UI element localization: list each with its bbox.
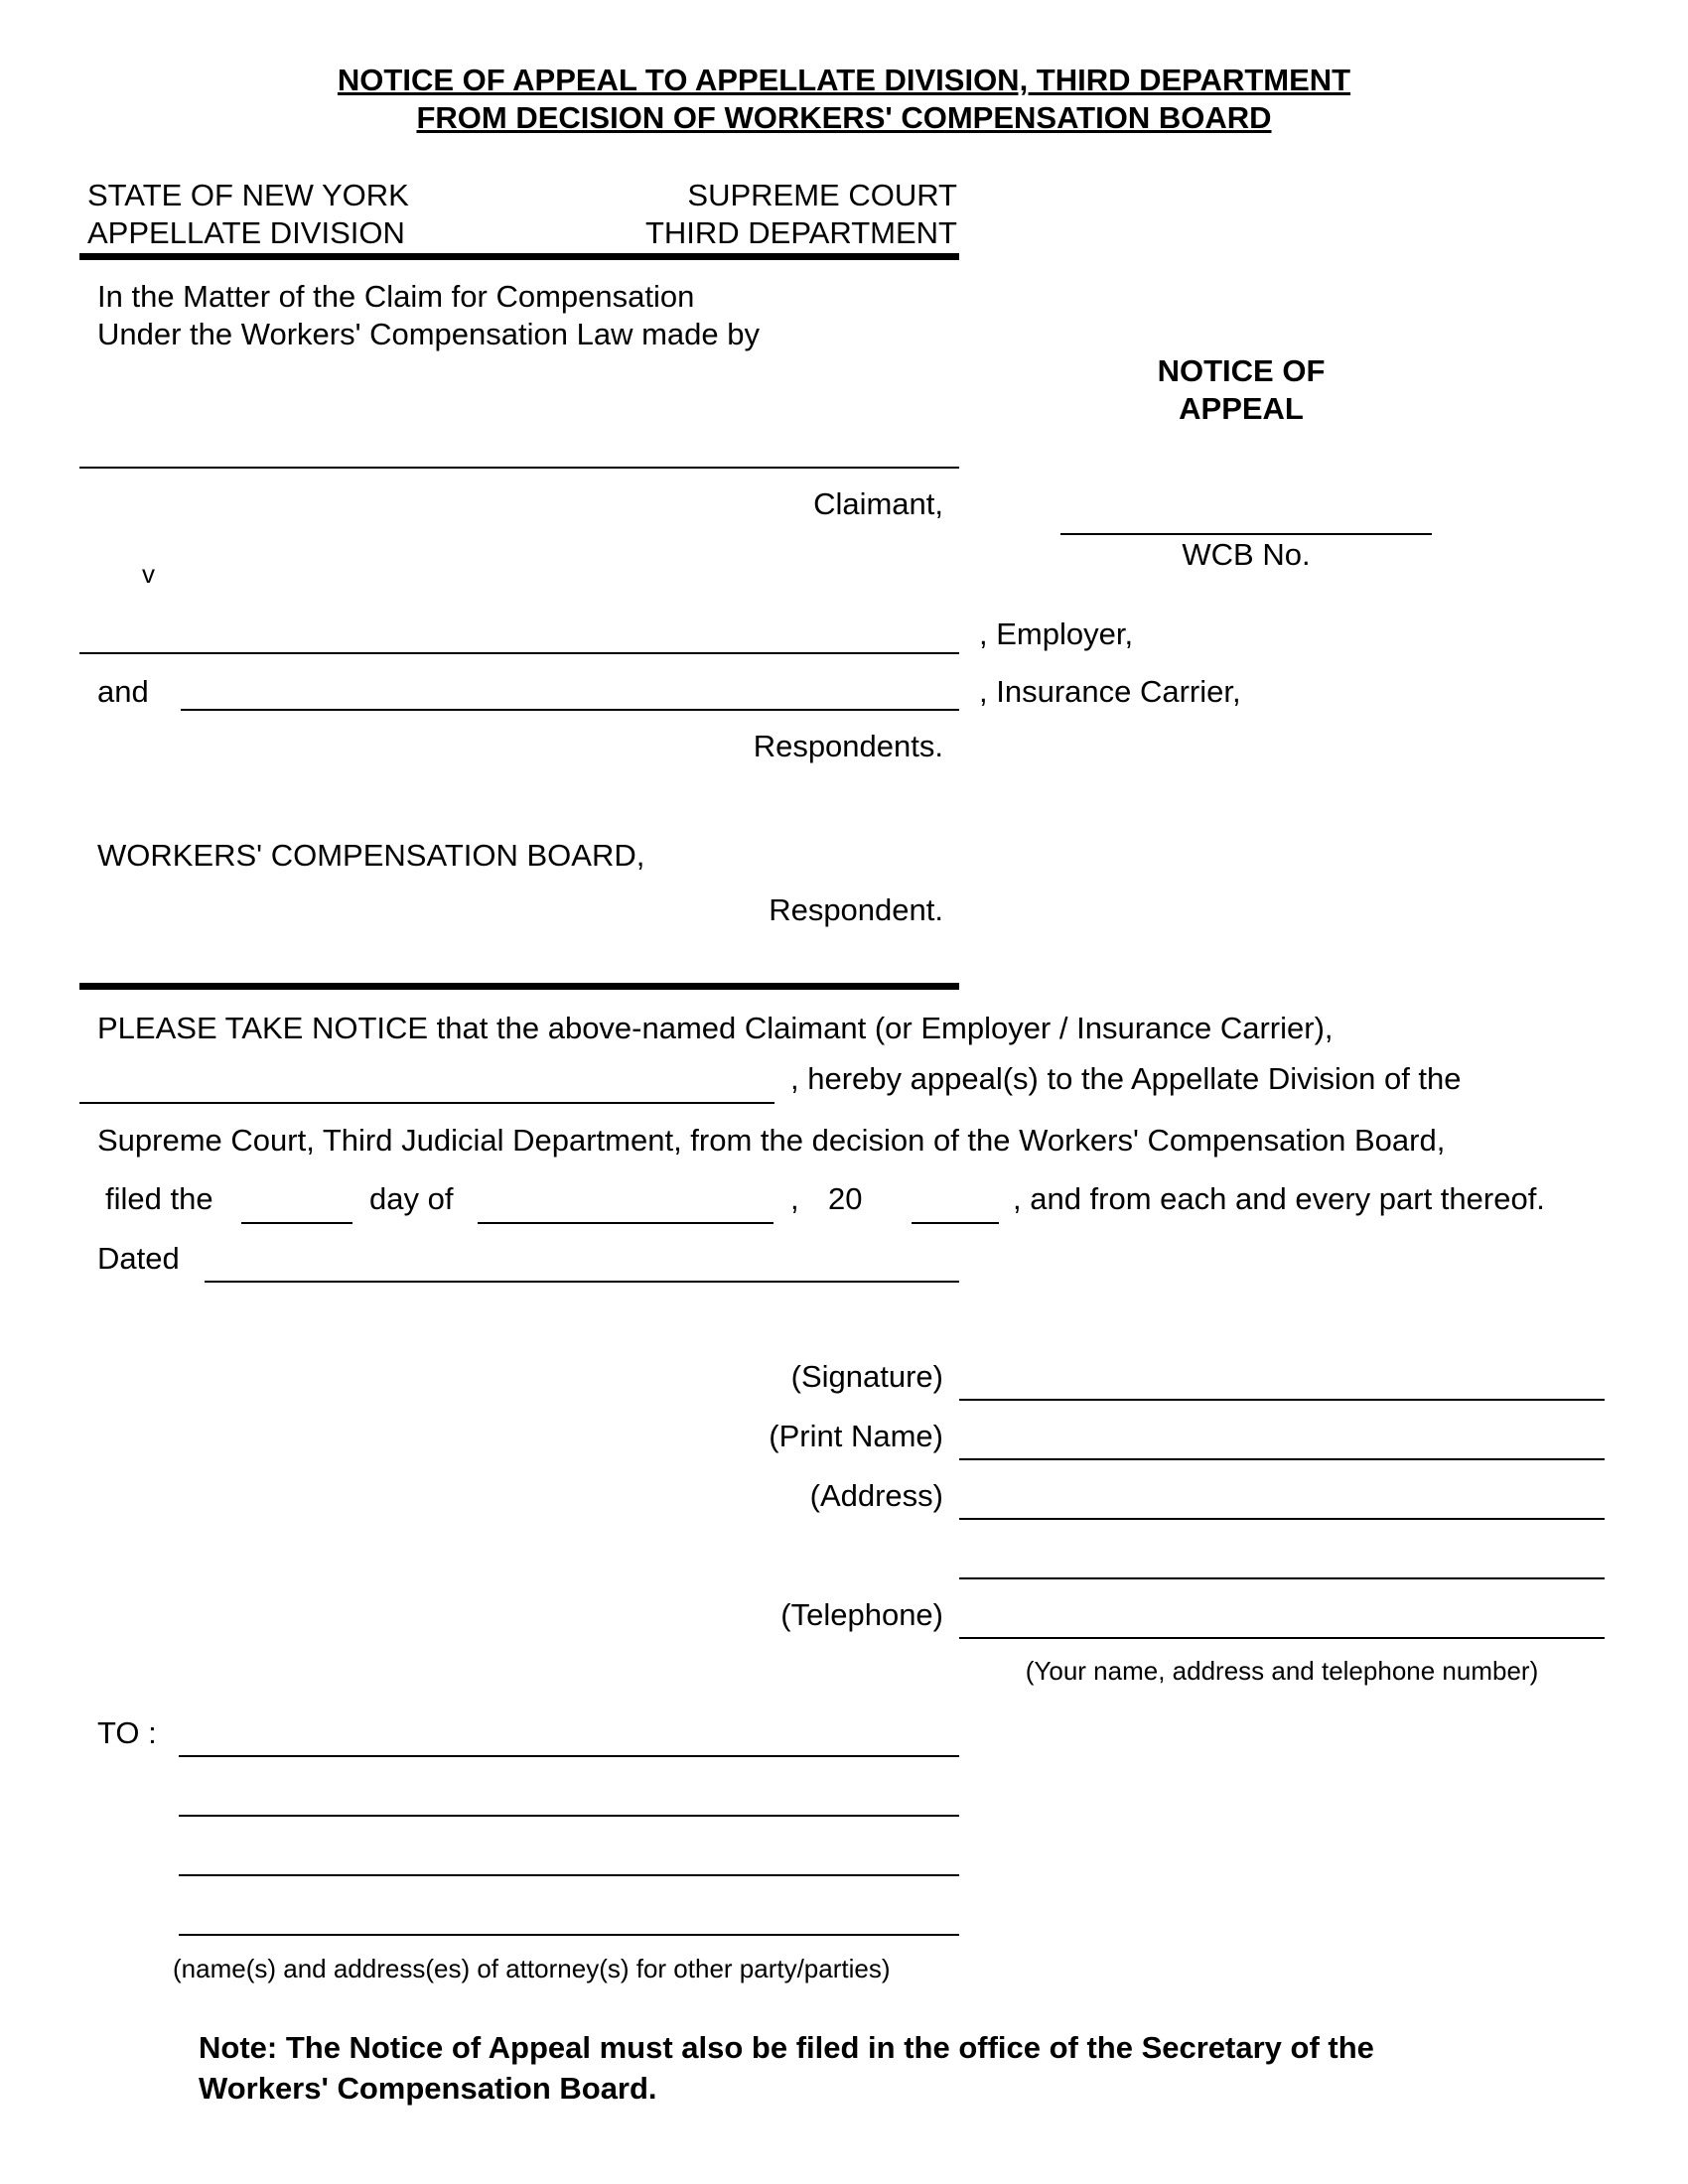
title-line-1: NOTICE OF APPEAL TO APPELLATE DIVISION, THIRD DEPARTMENT: [337, 63, 1351, 97]
appeal-label: APPEAL: [1179, 391, 1304, 426]
day-of-label: day of: [369, 1181, 454, 1216]
claimant-name-field[interactable]: [79, 467, 959, 469]
to-field-3[interactable]: [179, 1874, 959, 1876]
claimant-label: Claimant,: [813, 486, 943, 521]
wcb-number-field[interactable]: [1060, 533, 1432, 535]
print-name-label: (Print Name): [769, 1419, 943, 1453]
to-field-1[interactable]: [179, 1755, 959, 1757]
court-text: Supreme Court, Third Judicial Department, from the decision of the Workers' Compensation Board,: [97, 1123, 1446, 1158]
filed-the-label: filed the: [105, 1181, 213, 1216]
attorney-note: (name(s) and address(es) of attorney(s) for other party/parties): [173, 1954, 891, 1983]
insurance-carrier-label: , Insurance Carrier,: [979, 674, 1241, 709]
year-prefix-label: 20: [828, 1181, 863, 1216]
appellant-name-field[interactable]: [79, 1102, 774, 1104]
wcb-no-label: WCB No.: [1182, 537, 1311, 572]
filed-month-field[interactable]: [478, 1222, 774, 1224]
board-label: WORKERS' COMPENSATION BOARD,: [97, 838, 645, 873]
title-line-2: FROM DECISION OF WORKERS' COMPENSATION BOARD: [416, 100, 1272, 135]
dated-field[interactable]: [205, 1281, 959, 1283]
footer-note-line-1: Note: The Notice of Appeal must also be filed in the office of the Secretary of the: [199, 2030, 1374, 2065]
signature-field[interactable]: [959, 1399, 1605, 1401]
third-department-label: THIRD DEPARTMENT: [644, 215, 957, 250]
employer-label: , Employer,: [979, 616, 1134, 651]
telephone-label: (Telephone): [780, 1597, 943, 1632]
respondents-label: Respondents.: [753, 729, 943, 763]
address-field-1[interactable]: [959, 1518, 1605, 1520]
insurance-carrier-field[interactable]: [181, 709, 959, 711]
telephone-field[interactable]: [959, 1637, 1605, 1639]
print-name-field[interactable]: [959, 1458, 1605, 1460]
notice-text: PLEASE TAKE NOTICE that the above-named Claimant (or Employer / Insurance Carrier),: [97, 1011, 1334, 1045]
caption-top-rule: [79, 253, 959, 260]
filed-day-field[interactable]: [241, 1222, 352, 1224]
your-info-note: (Your name, address and telephone number): [1025, 1656, 1539, 1686]
versus-label: v: [142, 559, 155, 589]
to-label: TO :: [97, 1715, 157, 1750]
respondent-label: Respondent.: [769, 892, 943, 927]
matter-line-2: Under the Workers' Compensation Law made by: [97, 317, 760, 351]
and-label: and: [97, 674, 149, 709]
employer-name-field[interactable]: [79, 652, 959, 654]
dated-label: Dated: [97, 1241, 180, 1276]
supreme-court-label: SUPREME COURT: [687, 178, 957, 212]
appellate-label: APPELLATE DIVISION: [87, 215, 405, 250]
to-field-2[interactable]: [179, 1815, 959, 1817]
every-part-text: , and from each and every part thereof.: [1013, 1181, 1545, 1216]
filed-year-field[interactable]: [912, 1222, 999, 1224]
state-label: STATE OF NEW YORK: [87, 178, 409, 212]
appeal-text: , hereby appeal(s) to the Appellate Division of the: [790, 1061, 1462, 1096]
matter-line-1: In the Matter of the Claim for Compensation: [97, 279, 695, 314]
notice-of-label: NOTICE OF: [1157, 353, 1326, 388]
footer-note-line-2: Workers' Compensation Board.: [199, 2071, 657, 2106]
caption-bottom-rule: [79, 983, 959, 990]
signature-label: (Signature): [790, 1359, 943, 1394]
address-label: (Address): [809, 1478, 943, 1513]
comma-label: ,: [790, 1181, 799, 1216]
to-field-4[interactable]: [179, 1934, 959, 1936]
address-field-2[interactable]: [959, 1577, 1605, 1579]
